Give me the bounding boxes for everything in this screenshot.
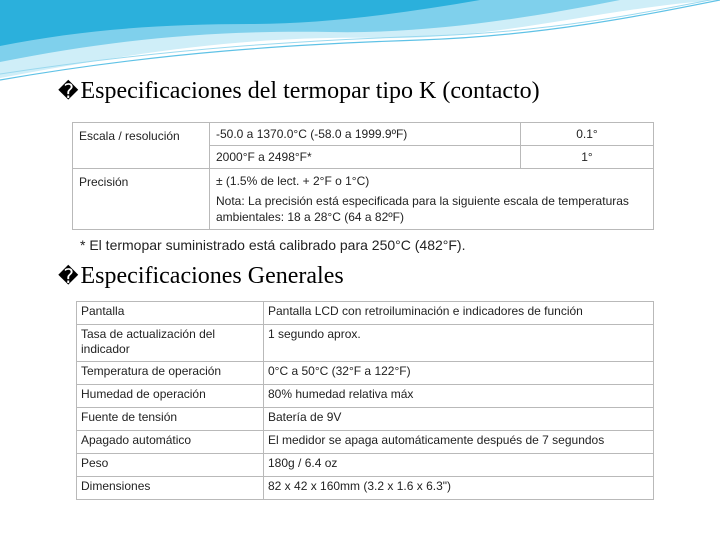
heading-text: Especificaciones del termopar tipo K (contacto): [80, 78, 540, 104]
table-row: [77, 454, 654, 477]
heading-text: Especificaciones Generales: [80, 263, 344, 289]
range-value: -50.0 a 1370.0°C (-58.0 a 1999.9ºF): [210, 123, 521, 146]
row-label-accuracy: Precisión: [73, 169, 210, 230]
spec-label: Apagado automático: [77, 431, 264, 454]
spec-value: 82 x 42 x 160mm (3.2 x 1.6 x 6.3"): [264, 477, 654, 500]
spec-label: Fuente de tensión: [77, 408, 264, 431]
table-row: [77, 431, 654, 454]
resolution-value: 1°: [521, 146, 654, 169]
table-row: [77, 325, 654, 362]
spec-value: Batería de 9V: [264, 408, 654, 431]
decorative-wave-header: [0, 0, 720, 90]
spec-value: 80% humedad relativa máx: [264, 385, 654, 408]
section-heading-thermocouple: [58, 78, 540, 105]
range-value: 2000°F a 2498°F*: [210, 146, 521, 169]
spec-label: Pantalla: [77, 302, 264, 325]
spec-value: 180g / 6.4 oz: [264, 454, 654, 477]
table-row: [77, 408, 654, 431]
spec-label: Temperatura de operación: [77, 362, 264, 385]
general-spec-table: [76, 301, 654, 500]
spec-value: 1 segundo aprox.: [264, 325, 654, 362]
spec-value: Pantalla LCD con retroiluminación e indicadores de función: [264, 302, 654, 325]
bullet-glyph: �: [58, 81, 79, 103]
resolution-value: 0.1°: [521, 123, 654, 146]
spec-label: Humedad de operación: [77, 385, 264, 408]
table-row: [73, 123, 654, 146]
thermocouple-spec-table: [72, 122, 654, 230]
table-row: [77, 302, 654, 325]
table-row: [73, 169, 654, 230]
calibration-footnote: * El termopar suministrado está calibrado para 250°C (482°F).: [80, 237, 466, 253]
spec-value: El medidor se apaga automáticamente después de 7 segundos: [264, 431, 654, 454]
accuracy-note: Nota: La precisión está especificada para la siguiente escala de temperaturas ambientales: 18 a 28°C (64 a 82ºF): [216, 194, 629, 224]
bullet-glyph: �: [58, 266, 79, 288]
spec-label: Peso: [77, 454, 264, 477]
row-label-range: Escala / resolución: [73, 123, 210, 169]
spec-label: Tasa de actualización del indicador: [77, 325, 264, 362]
spec-value: 0°C a 50°C (32°F a 122°F): [264, 362, 654, 385]
accuracy-cell: [210, 169, 654, 230]
section-heading-general: [58, 263, 344, 290]
table-row: [77, 385, 654, 408]
spec-label: Dimensiones: [77, 477, 264, 500]
table-row: [77, 477, 654, 500]
accuracy-value: ± (1.5% de lect. + 2°F o 1°C): [216, 174, 370, 188]
table-row: [77, 362, 654, 385]
